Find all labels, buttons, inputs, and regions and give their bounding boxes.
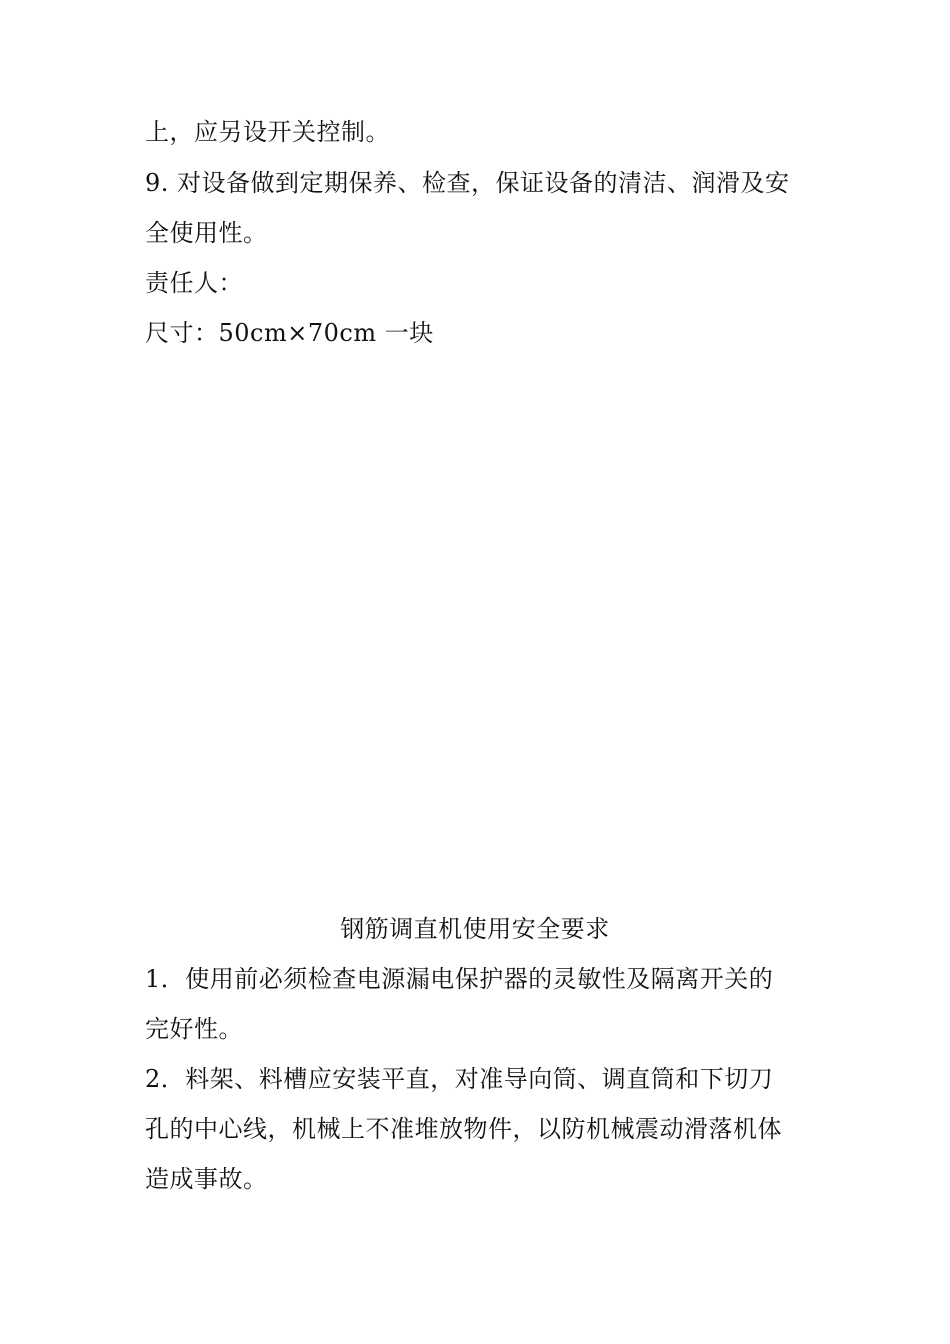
section-title: 钢筋调直机使用安全要求 (340, 915, 610, 943)
paragraph-line: 9. 对设备做到定期保养、检查，保证设备的清洁、润滑及安 (145, 169, 790, 197)
paragraph-line: 1．使用前必须检查电源漏电保护器的灵敏性及隔离开关的 (145, 965, 774, 993)
paragraph-line: 完好性。 (145, 1015, 243, 1043)
paragraph-line: 孔的中心线，机械上不准堆放物件，以防机械震动滑落机体 (145, 1115, 782, 1143)
responsible-person-label: 责任人： (145, 269, 243, 297)
paragraph-line: 上，应另设开关控制。 (145, 118, 390, 146)
paragraph-line: 造成事故。 (145, 1165, 268, 1193)
paragraph-line: 全使用性。 (145, 219, 268, 247)
paragraph-line: 2．料架、料槽应安装平直，对准导向筒、调直筒和下切刀 (145, 1065, 774, 1093)
size-spec: 尺寸：50cm×70cm 一块 (145, 319, 434, 347)
